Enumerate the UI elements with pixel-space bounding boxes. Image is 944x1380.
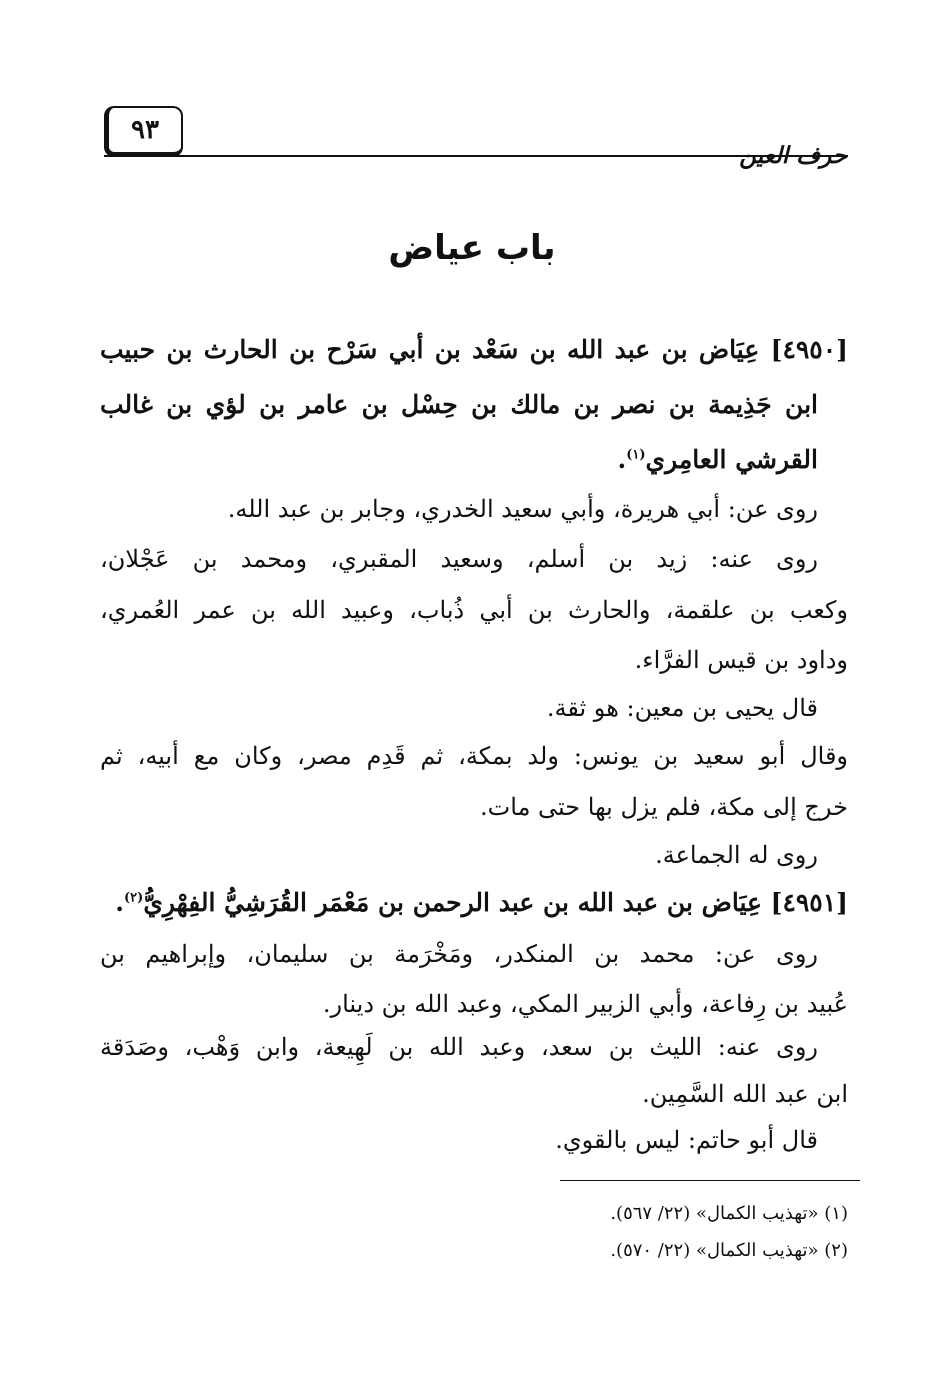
body-line: وكعب بن علقمة، والحارث بن أبي ذُباب، وعبيد الله بن عمر العُمري، bbox=[100, 596, 848, 624]
header-rule bbox=[104, 155, 848, 157]
entry-heading-line bbox=[100, 445, 818, 474]
body-line: وقال أبو سعيد بن يونس: ولد بمكة، ثم قَدِم مصر، وكان مع أبيه، ثم bbox=[100, 742, 848, 770]
body-line: روى عنه: زيد بن أسلم، وسعيد المقبري، ومحمد بن عَجْلان، bbox=[100, 545, 818, 573]
body-line: وداود بن قيس الفرَّاء. bbox=[634, 646, 848, 674]
footnote-marker: (٢) bbox=[124, 890, 144, 906]
entry-heading-text: [٤٩٥١] عِيَاض بن عبد الله بن عبد الرحمن بن مَعْمَر القُرَشِيُّ الفِهْرِيُّ bbox=[143, 888, 848, 917]
body-line: روى عن: محمد بن المنكدر، ومَخْرَمة بن سليمان، وإبراهيم بن bbox=[100, 940, 818, 968]
page-number: ٩٣ bbox=[131, 115, 159, 145]
body-line: خرج إلى مكة، فلم يزل بها حتى مات. bbox=[480, 793, 848, 821]
entry-heading-text: القرشي العامِري bbox=[645, 445, 818, 474]
entry-heading-line bbox=[100, 888, 848, 917]
body-line: ابن عبد الله السَّمِين. bbox=[642, 1080, 848, 1108]
footnote-rule bbox=[560, 1180, 860, 1181]
footnote: (١) «تهذيب الكمال» (٢٢/ ٥٦٧). bbox=[610, 1203, 848, 1224]
chapter-title: باب عياض bbox=[388, 228, 556, 268]
heading-end-dot: . bbox=[617, 445, 627, 474]
entry-heading-line: [٤٩٥٠] عِيَاض بن عبد الله بن سَعْد بن أبي سَرْح بن الحارث بن حبيب bbox=[100, 335, 848, 364]
entry-heading-line: ابن جَذِيمة بن نصر بن مالك بن حِسْل بن عامر بن لؤي بن غالب bbox=[100, 390, 818, 419]
footnote-marker: (١) bbox=[626, 447, 646, 463]
page-number-box bbox=[104, 106, 183, 157]
body-line: روى له الجماعة. bbox=[655, 841, 818, 869]
body-line: روى عنه: الليث بن سعد، وعبد الله بن لَهِيعة، وابن وَهْب، وصَدَقة bbox=[100, 1033, 818, 1061]
footnote: (٢) «تهذيب الكمال» (٢٢/ ٥٧٠). bbox=[610, 1240, 848, 1261]
body-line: عُبيد بن رِفاعة، وأبي الزبير المكي، وعبد الله بن دينار. bbox=[322, 990, 848, 1018]
body-line: قال يحيى بن معين: هو ثقة. bbox=[546, 694, 818, 722]
heading-end-dot: . bbox=[115, 888, 125, 917]
body-line: روى عن: أبي هريرة، وأبي سعيد الخدري، وجابر بن عبد الله. bbox=[227, 495, 818, 523]
running-head: حرف العين bbox=[739, 142, 847, 169]
body-line: قال أبو حاتم: ليس بالقوي. bbox=[555, 1126, 818, 1154]
